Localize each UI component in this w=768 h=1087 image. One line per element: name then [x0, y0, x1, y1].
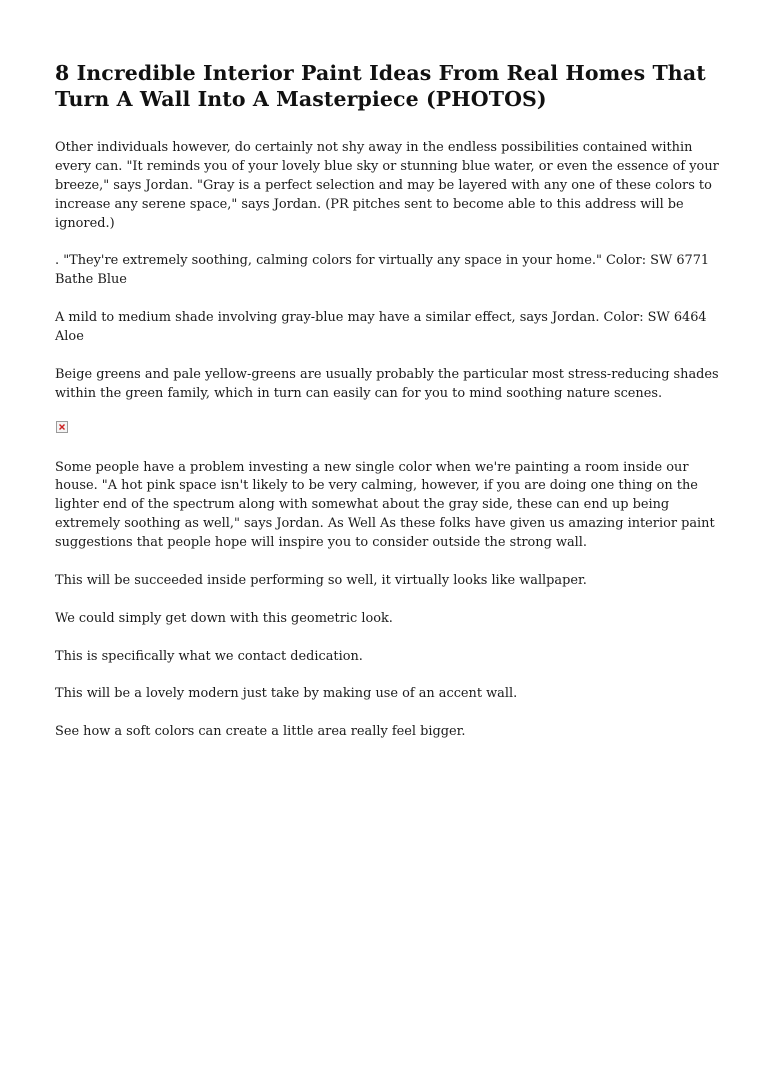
paragraph-aloe: A mild to medium shade involving gray-blue may have a similar effect, says Jordan. Color: SW 6464 Aloe	[55, 310, 707, 345]
paragraph-bathe-blue: . "They're extremely soothing, calming colors for virtually any space in your home." Color: SW 6771 Bathe Blue	[55, 253, 710, 288]
paragraph-hot-pink: Some people have a problem investing a new single color when we're painting a room inside our house. "A hot pink space isn't likely to be very calming, however, if you are doing one thing on the lighter end of the spectrum along with somewhat about the gray side, these can end up being extremely soothing as well," says Jordan. As Well As these folks have given us amazing interior paint suggestions that people hope will inspire you to consider outside the strong wall.	[55, 459, 715, 551]
document-page	[55, 60, 723, 761]
paragraph-intro: Other individuals however, do certainly not shy away in the endless possibilities contained within every can. "It reminds you of your lovely blue sky or stunning blue water, or even the essence of your breeze," says Jordan. "Gray is a perfect selection and may be layered with any one of these colors to increase any serene space," says Jordan. (PR pitches sent to become able to this address will be ignored.)	[55, 140, 719, 231]
article-title: 8 Incredible Interior Paint Ideas From Real Homes That Turn A Wall Into A Masterpiece (PHOTOS)	[55, 61, 706, 111]
broken-image-icon	[56, 421, 68, 433]
paragraph-dedication: This is specifically what we contact dedication.	[55, 648, 363, 664]
paragraph-accent-wall: This will be a lovely modern just take by making use of an accent wall.	[55, 686, 518, 702]
paragraph-soft-colors: See how a soft colors can create a little area really feel bigger.	[55, 724, 466, 740]
paragraph-geometric: We could simply get down with this geometric look.	[55, 610, 393, 626]
paragraph-wallpaper: This will be succeeded inside performing so well, it virtually looks like wallpaper.	[55, 572, 587, 588]
broken-image-x-mark	[58, 423, 66, 431]
paragraph-greens: Beige greens and pale yellow-greens are usually probably the particular most stress-reducing shades within the green family, which in turn can easily can for you to mind soothing nature scenes.	[55, 366, 719, 401]
